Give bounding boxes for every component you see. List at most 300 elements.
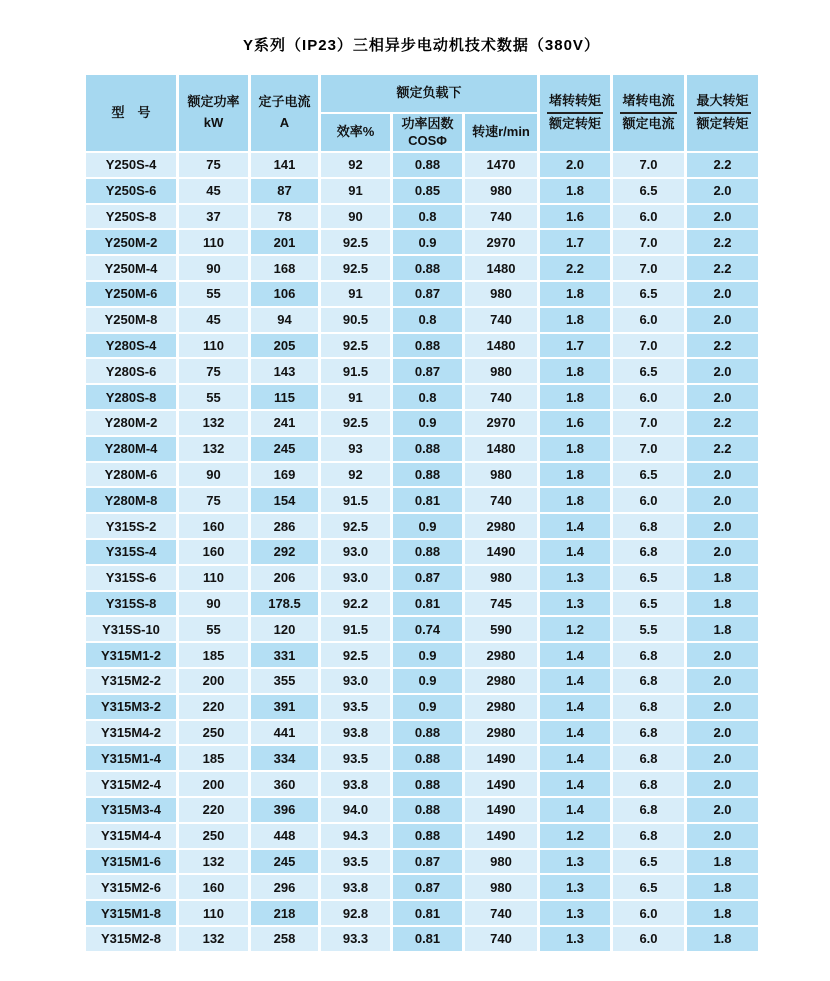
value-cell: 90 [179,592,248,616]
value-cell: 2.2 [687,437,758,461]
table-row [86,334,758,358]
table-row [86,798,758,822]
value-cell: 0.8 [393,385,462,409]
model-cell: Y315S-8 [86,592,176,616]
value-cell: 0.88 [393,746,462,770]
value-cell: 2980 [465,721,537,745]
value-cell: 110 [179,334,248,358]
value-cell: 94 [251,308,318,332]
model-cell: Y280M-4 [86,437,176,461]
motor-spec-table [83,73,761,953]
value-cell: 94.3 [321,824,390,848]
page-title: Y系列（IP23）三相异步电动机技术数据（380V） [243,37,600,54]
value-cell: 93.8 [321,772,390,796]
value-cell: 355 [251,669,318,693]
value-cell: 45 [179,179,248,203]
value-cell: 2.0 [687,824,758,848]
value-cell: 286 [251,514,318,538]
value-cell: 168 [251,256,318,280]
col-header-stator-current-label: 定子电流 [258,94,311,110]
value-cell: 1.8 [687,927,758,951]
value-cell: 6.8 [613,824,684,848]
value-cell: 6.8 [613,746,684,770]
model-cell: Y315M2-2 [86,669,176,693]
value-cell: 740 [465,488,537,512]
col-header-rated-power-label: 额定功率 [187,94,240,110]
value-cell: 6.5 [613,566,684,590]
table-row [86,463,758,487]
value-cell: 980 [465,282,537,306]
col-header-speed: 转速r/min [465,114,537,151]
col-header-locked-torque-ratio [540,75,610,151]
table-row [86,669,758,693]
value-cell: 93.8 [321,875,390,899]
value-cell: 1.8 [540,488,610,512]
model-cell: Y315M2-4 [86,772,176,796]
value-cell: 185 [179,643,248,667]
value-cell: 220 [179,798,248,822]
locked-torque-numerator: 堵转转矩 [548,93,601,109]
table-row [86,514,758,538]
table-row [86,282,758,306]
value-cell: 331 [251,643,318,667]
value-cell: 980 [465,179,537,203]
value-cell: 6.8 [613,643,684,667]
table-row [86,540,758,564]
value-cell: 980 [465,850,537,874]
table-row [86,359,758,383]
value-cell: 2970 [465,230,537,254]
value-cell: 0.81 [393,488,462,512]
value-cell: 178.5 [251,592,318,616]
value-cell: 0.88 [393,334,462,358]
model-cell: Y250S-8 [86,205,176,229]
col-header-rated-power-unit: kW [203,115,224,130]
value-cell: 2.0 [687,669,758,693]
value-cell: 1.8 [687,850,758,874]
value-cell: 93.3 [321,927,390,951]
value-cell: 1.8 [687,592,758,616]
model-cell: Y280M-2 [86,411,176,435]
value-cell: 2.0 [687,772,758,796]
value-cell: 2.2 [540,256,610,280]
model-cell: Y315S-4 [86,540,176,564]
model-cell: Y250M-2 [86,230,176,254]
value-cell: 1.4 [540,695,610,719]
model-cell: Y250M-8 [86,308,176,332]
value-cell: 6.0 [613,385,684,409]
value-cell: 1.7 [540,334,610,358]
value-cell: 2970 [465,411,537,435]
fraction-bar [694,112,751,114]
value-cell: 1.8 [687,566,758,590]
value-cell: 0.9 [393,230,462,254]
value-cell: 92.5 [321,514,390,538]
table-row [86,927,758,951]
value-cell: 92.8 [321,901,390,925]
value-cell: 2.2 [687,230,758,254]
value-cell: 7.0 [613,256,684,280]
value-cell: 132 [179,437,248,461]
value-cell: 93.8 [321,721,390,745]
model-cell: Y280S-4 [86,334,176,358]
value-cell: 740 [465,308,537,332]
value-cell: 6.0 [613,308,684,332]
value-cell: 1.8 [540,179,610,203]
model-cell: Y315M4-4 [86,824,176,848]
value-cell: 1.2 [540,824,610,848]
value-cell: 120 [251,617,318,641]
value-cell: 141 [251,153,318,177]
col-header-stator-current [251,75,318,151]
value-cell: 110 [179,230,248,254]
value-cell: 1.3 [540,850,610,874]
value-cell: 91.5 [321,359,390,383]
value-cell: 6.8 [613,772,684,796]
fraction-bar [547,112,603,114]
value-cell: 6.8 [613,669,684,693]
model-cell: Y250M-6 [86,282,176,306]
table-row [86,592,758,616]
model-cell: Y315M1-8 [86,901,176,925]
value-cell: 93 [321,437,390,461]
value-cell: 2.0 [687,308,758,332]
value-cell: 0.8 [393,205,462,229]
value-cell: 37 [179,205,248,229]
value-cell: 980 [465,359,537,383]
value-cell: 0.87 [393,282,462,306]
value-cell: 132 [179,850,248,874]
col-header-power-factor [393,114,462,151]
value-cell: 6.8 [613,695,684,719]
model-cell: Y250S-6 [86,179,176,203]
value-cell: 160 [179,514,248,538]
col-header-rated-power [179,75,248,151]
table-row [86,153,758,177]
value-cell: 92.2 [321,592,390,616]
value-cell: 0.85 [393,179,462,203]
value-cell: 7.0 [613,334,684,358]
value-cell: 92 [321,153,390,177]
value-cell: 6.0 [613,927,684,951]
value-cell: 0.88 [393,256,462,280]
table-body [86,153,758,951]
value-cell: 2.0 [687,514,758,538]
model-cell: Y315S-2 [86,514,176,538]
value-cell: 980 [465,463,537,487]
value-cell: 200 [179,669,248,693]
value-cell: 1490 [465,824,537,848]
value-cell: 6.8 [613,721,684,745]
value-cell: 2.0 [687,540,758,564]
value-cell: 2980 [465,695,537,719]
value-cell: 90 [179,256,248,280]
value-cell: 90 [321,205,390,229]
value-cell: 2.0 [687,282,758,306]
value-cell: 45 [179,308,248,332]
value-cell: 241 [251,411,318,435]
table-row [86,256,758,280]
value-cell: 143 [251,359,318,383]
value-cell: 1470 [465,153,537,177]
value-cell: 1.3 [540,875,610,899]
value-cell: 980 [465,566,537,590]
model-cell: Y280S-6 [86,359,176,383]
model-cell: Y315M4-2 [86,721,176,745]
value-cell: 200 [179,772,248,796]
value-cell: 0.87 [393,875,462,899]
value-cell: 6.8 [613,540,684,564]
value-cell: 2.2 [687,411,758,435]
value-cell: 0.9 [393,695,462,719]
model-cell: Y280S-8 [86,385,176,409]
value-cell: 2.2 [687,256,758,280]
model-cell: Y315M3-2 [86,695,176,719]
table-row [86,643,758,667]
value-cell: 2.2 [687,153,758,177]
value-cell: 0.88 [393,463,462,487]
value-cell: 0.88 [393,540,462,564]
value-cell: 1.4 [540,540,610,564]
table-row [86,772,758,796]
value-cell: 1.8 [540,437,610,461]
col-header-stator-current-unit: A [279,115,290,130]
value-cell: 258 [251,927,318,951]
value-cell: 2980 [465,669,537,693]
model-cell: Y315M3-4 [86,798,176,822]
value-cell: 6.8 [613,798,684,822]
value-cell: 1.2 [540,617,610,641]
value-cell: 0.88 [393,437,462,461]
value-cell: 740 [465,205,537,229]
power-factor-line1: 功率因数 [401,115,454,131]
value-cell: 980 [465,875,537,899]
table-row [86,875,758,899]
value-cell: 2.2 [687,334,758,358]
value-cell: 441 [251,721,318,745]
col-header-locked-current-ratio [613,75,684,151]
value-cell: 2980 [465,643,537,667]
col-header-model: 型 号 [86,75,176,151]
max-torque-numerator: 最大转矩 [696,93,749,109]
value-cell: 7.0 [613,411,684,435]
value-cell: 92 [321,463,390,487]
value-cell: 1.8 [687,901,758,925]
value-cell: 0.88 [393,772,462,796]
value-cell: 740 [465,385,537,409]
table-row [86,437,758,461]
value-cell: 745 [465,592,537,616]
value-cell: 391 [251,695,318,719]
value-cell: 396 [251,798,318,822]
model-cell: Y315M2-6 [86,875,176,899]
value-cell: 6.0 [613,488,684,512]
value-cell: 448 [251,824,318,848]
value-cell: 1490 [465,798,537,822]
value-cell: 5.5 [613,617,684,641]
value-cell: 1.8 [540,282,610,306]
value-cell: 0.87 [393,566,462,590]
value-cell: 91.5 [321,488,390,512]
value-cell: 91 [321,282,390,306]
value-cell: 6.5 [613,592,684,616]
value-cell: 245 [251,437,318,461]
value-cell: 87 [251,179,318,203]
value-cell: 1480 [465,256,537,280]
model-cell: Y315S-6 [86,566,176,590]
value-cell: 75 [179,359,248,383]
value-cell: 0.9 [393,643,462,667]
value-cell: 92.5 [321,643,390,667]
value-cell: 1.3 [540,927,610,951]
table-row [86,566,758,590]
value-cell: 292 [251,540,318,564]
value-cell: 115 [251,385,318,409]
value-cell: 55 [179,617,248,641]
value-cell: 220 [179,695,248,719]
model-cell: Y315M1-2 [86,643,176,667]
value-cell: 160 [179,540,248,564]
value-cell: 169 [251,463,318,487]
value-cell: 91.5 [321,617,390,641]
value-cell: 92.5 [321,230,390,254]
model-cell: Y250S-4 [86,153,176,177]
value-cell: 250 [179,824,248,848]
table-row [86,824,758,848]
value-cell: 160 [179,875,248,899]
value-cell: 1.7 [540,230,610,254]
value-cell: 2.0 [687,385,758,409]
value-cell: 1.4 [540,746,610,770]
value-cell: 6.0 [613,901,684,925]
value-cell: 218 [251,901,318,925]
model-cell: Y315M1-4 [86,746,176,770]
locked-current-denominator: 额定电流 [622,116,675,131]
value-cell: 1.8 [540,463,610,487]
value-cell: 132 [179,927,248,951]
value-cell: 75 [179,488,248,512]
value-cell: 296 [251,875,318,899]
value-cell: 250 [179,721,248,745]
value-cell: 2.0 [687,359,758,383]
value-cell: 0.81 [393,927,462,951]
value-cell: 7.0 [613,230,684,254]
model-cell: Y250M-4 [86,256,176,280]
value-cell: 106 [251,282,318,306]
value-cell: 1.3 [540,566,610,590]
value-cell: 334 [251,746,318,770]
value-cell: 93.0 [321,540,390,564]
value-cell: 1.8 [540,385,610,409]
value-cell: 7.0 [613,153,684,177]
value-cell: 132 [179,411,248,435]
table-row [86,695,758,719]
value-cell: 0.88 [393,153,462,177]
value-cell: 740 [465,901,537,925]
value-cell: 1.4 [540,669,610,693]
value-cell: 75 [179,153,248,177]
value-cell: 94.0 [321,798,390,822]
table-row [86,901,758,925]
fraction-bar [620,112,677,114]
value-cell: 201 [251,230,318,254]
value-cell: 92.5 [321,411,390,435]
col-header-efficiency: 效率% [321,114,390,151]
value-cell: 7.0 [613,437,684,461]
model-cell: Y280M-6 [86,463,176,487]
value-cell: 6.5 [613,359,684,383]
locked-current-numerator: 堵转电流 [622,93,675,109]
value-cell: 1.8 [540,359,610,383]
value-cell: 1490 [465,772,537,796]
value-cell: 1.8 [540,308,610,332]
model-cell: Y315M2-8 [86,927,176,951]
model-cell: Y315M1-6 [86,850,176,874]
value-cell: 6.0 [613,205,684,229]
value-cell: 1.3 [540,592,610,616]
value-cell: 0.9 [393,514,462,538]
value-cell: 6.8 [613,514,684,538]
value-cell: 2.0 [540,153,610,177]
value-cell: 110 [179,901,248,925]
table-row [86,746,758,770]
value-cell: 1.8 [687,617,758,641]
value-cell: 1.4 [540,798,610,822]
value-cell: 0.81 [393,901,462,925]
value-cell: 2.0 [687,179,758,203]
value-cell: 90 [179,463,248,487]
value-cell: 1.6 [540,205,610,229]
value-cell: 93.0 [321,566,390,590]
table-row [86,617,758,641]
value-cell: 205 [251,334,318,358]
table-row [86,411,758,435]
value-cell: 154 [251,488,318,512]
value-cell: 1.4 [540,514,610,538]
value-cell: 1.6 [540,411,610,435]
locked-torque-denominator: 额定转矩 [548,116,601,131]
value-cell: 91 [321,179,390,203]
value-cell: 1.8 [687,875,758,899]
value-cell: 1.4 [540,772,610,796]
value-cell: 2.0 [687,721,758,745]
value-cell: 2.0 [687,463,758,487]
value-cell: 93.0 [321,669,390,693]
value-cell: 0.88 [393,798,462,822]
table-row [86,230,758,254]
value-cell: 185 [179,746,248,770]
col-header-rated-load: 额定负载下 [321,75,537,112]
value-cell: 0.8 [393,308,462,332]
value-cell: 1490 [465,540,537,564]
value-cell: 6.5 [613,850,684,874]
value-cell: 0.87 [393,359,462,383]
value-cell: 93.5 [321,746,390,770]
value-cell: 93.5 [321,695,390,719]
value-cell: 245 [251,850,318,874]
value-cell: 55 [179,282,248,306]
value-cell: 6.5 [613,875,684,899]
value-cell: 0.87 [393,850,462,874]
value-cell: 2.0 [687,695,758,719]
value-cell: 6.5 [613,463,684,487]
value-cell: 1.3 [540,901,610,925]
value-cell: 206 [251,566,318,590]
table-row [86,205,758,229]
value-cell: 1480 [465,334,537,358]
value-cell: 0.88 [393,721,462,745]
value-cell: 0.74 [393,617,462,641]
